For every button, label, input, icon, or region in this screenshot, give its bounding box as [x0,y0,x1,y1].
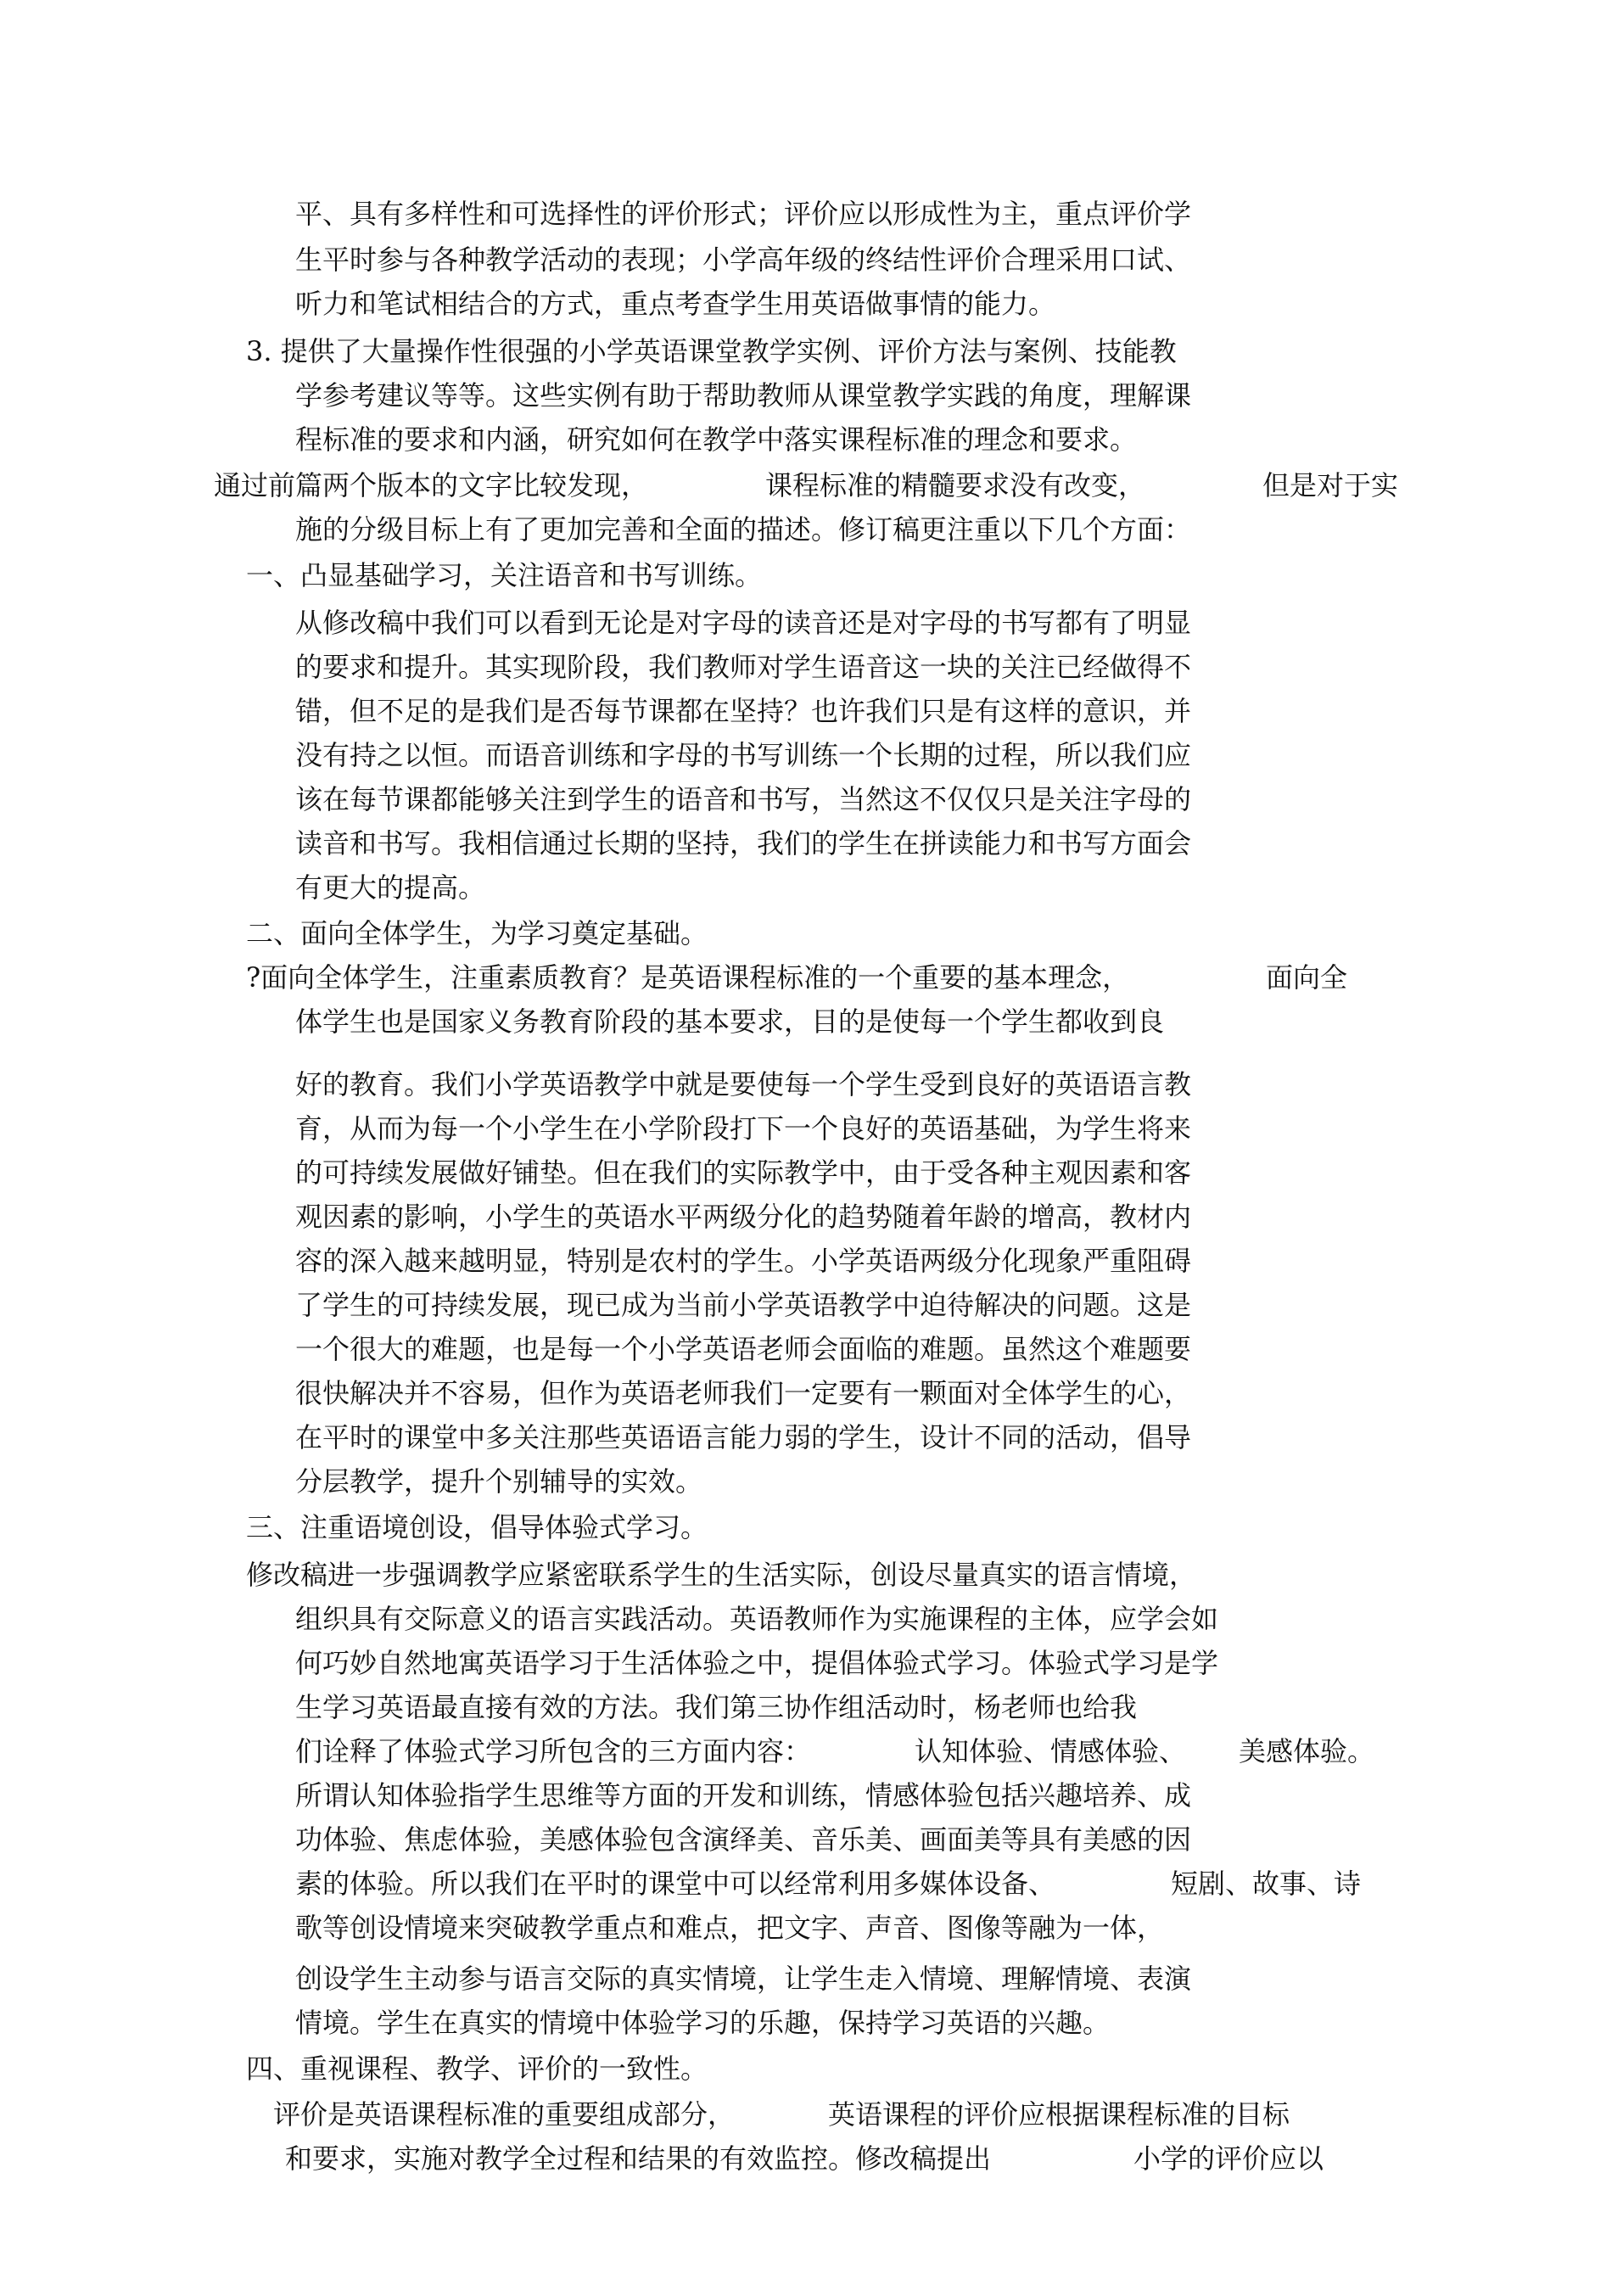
text-line: 歌等创设情境来突破教学重点和难点，把文字、声音、图像等融为一体， [295,1912,1165,1944]
text-line: 育，从而为每一个小学生在小学阶段打下一个良好的英语基础，为学生将来 [295,1112,1192,1145]
section-heading: 一、凸显基础学习，关注语音和书写训练。 [246,559,763,591]
text-line: 听力和笔试相结合的方式，重点考查学生用英语做事情的能力。 [295,288,1056,320]
text-line: ?面向全体学生，注重素质教育？是英语课程标准的一个重要的基本理念， [246,961,1130,994]
text-line: 了学生的可持续发展，现已成为当前小学英语教学中迫待解决的问题。这是 [295,1289,1192,1321]
text-line: 错，但不足的是我们是否每节课都在坚持？也许我们只是有这样的意识，并 [295,695,1192,727]
text-line: 和要求，实施对教学全过程和结果的有效监控。修改稿提出 [285,2142,992,2175]
text-line: 学参考建议等等。这些实例有助于帮助教师从课堂教学实践的角度，理解课 [295,379,1192,412]
text-line: 短剧、故事、诗 [1171,1868,1362,1900]
text-line: 面向全 [1266,961,1348,994]
text-line: 好的教育。我们小学英语教学中就是要使每一个学生受到良好的英语语言教 [295,1068,1192,1100]
text-line: 修改稿进一步强调教学应紧密联系学生的生活实际，创设尽量真实的语言情境， [246,1559,1197,1591]
text-line: 们诠释了体验式学习所包含的三方面内容： [295,1735,812,1767]
section-heading: 四、重视课程、教学、评价的一致性。 [246,2052,708,2085]
text-line: 施的分级目标上有了更加完善和全面的描述。修订稿更注重以下几个方面： [295,513,1192,546]
text-line: 体学生也是国家义务教育阶段的基本要求，目的是使每一个学生都收到良 [295,1005,1165,1038]
text-line: 在平时的课堂中多关注那些英语语言能力弱的学生，设计不同的活动，倡导 [295,1421,1192,1453]
text-line: 没有持之以恒。而语音训练和字母的书写训练一个长期的过程，所以我们应 [295,739,1192,771]
section-heading: 二、面向全体学生，为学习奠定基础。 [246,917,708,949]
text-line: 创设学生主动参与语言交际的真实情境，让学生走入情境、理解情境、表演 [295,1963,1192,1995]
text-line: 容的深入越来越明显，特别是农村的学生。小学英语两级分化现象严重阻碍 [295,1245,1192,1277]
text-line: 素的体验。所以我们在平时的课堂中可以经常利用多媒体设备、 [295,1868,1056,1900]
text-line: 观因素的影响，小学生的英语水平两级分化的趋势随着年龄的增高，教材内 [295,1201,1192,1233]
text-line: 功体验、焦虑体验，美感体验包含演绎美、音乐美、画面美等具有美感的因 [295,1823,1192,1856]
text-line: 何巧妙自然地寓英语学习于生活体验之中，提倡体验式学习。体验式学习是学 [295,1647,1219,1679]
text-line: 情境。学生在真实的情境中体验学习的乐趣，保持学习英语的兴趣。 [295,2007,1111,2039]
text-line: 但是对于实 [1262,469,1399,501]
text-line: 很快解决并不容易，但作为英语老师我们一定要有一颗面对全体学生的心， [295,1377,1192,1409]
section-heading: 三、注重语境创设，倡导体验式学习。 [246,1511,708,1543]
text-line: 美感体验。 [1239,1735,1375,1767]
text-line: 程标准的要求和内涵，研究如何在教学中落实课程标准的理念和要求。 [295,423,1138,456]
text-line: 生平时参与各种教学活动的表现；小学高年级的终结性评价合理采用口试、 [295,244,1192,276]
text-line: 读音和书写。我相信通过长期的坚持，我们的学生在拼读能力和书写方面会 [295,827,1192,860]
text-line: 课程标准的精髓要求没有改变， [765,469,1146,501]
text-line: 所谓认知体验指学生思维等方面的开发和训练，情感体验包括兴趣培养、成 [295,1779,1192,1812]
text-line: 有更大的提高。 [295,871,486,904]
text-line: 生学习英语最直接有效的方法。我们第三协作组活动时，杨老师也给我 [295,1691,1138,1723]
text-line: 的可持续发展做好铺垫。但在我们的实际教学中，由于受各种主观因素和客 [295,1156,1192,1189]
text-line: 通过前篇两个版本的文字比较发现， [214,469,649,501]
text-line: 小学的评价应以 [1133,2142,1324,2175]
text-line: 该在每节课都能够关注到学生的语音和书写，当然这不仅仅只是关注字母的 [295,783,1192,815]
text-line: 组织具有交际意义的语言实践活动。英语教师作为实施课程的主体，应学会如 [295,1603,1219,1635]
text-line: 英语课程的评价应根据课程标准的目标 [828,2098,1290,2131]
text-line: 一个很大的难题，也是每一个小学英语老师会面临的难题。虽然这个难题要 [295,1333,1192,1365]
text-line: 认知体验、情感体验、 [915,1735,1187,1767]
text-line: 从修改稿中我们可以看到无论是对字母的读音还是对字母的书写都有了明显 [295,607,1192,639]
text-line: 3. 提供了大量操作性很强的小学英语课堂教学实例、评价方法与案例、技能教 [246,335,1177,367]
text-line: 平、具有多样性和可选择性的评价形式；评价应以形成性为主，重点评价学 [295,198,1192,230]
text-line: 评价是英语课程标准的重要组成部分， [273,2098,736,2131]
text-line: 分层教学，提升个别辅导的实效。 [295,1465,703,1498]
text-line: 的要求和提升。其实现阶段，我们教师对学生语音这一块的关注已经做得不 [295,651,1192,683]
